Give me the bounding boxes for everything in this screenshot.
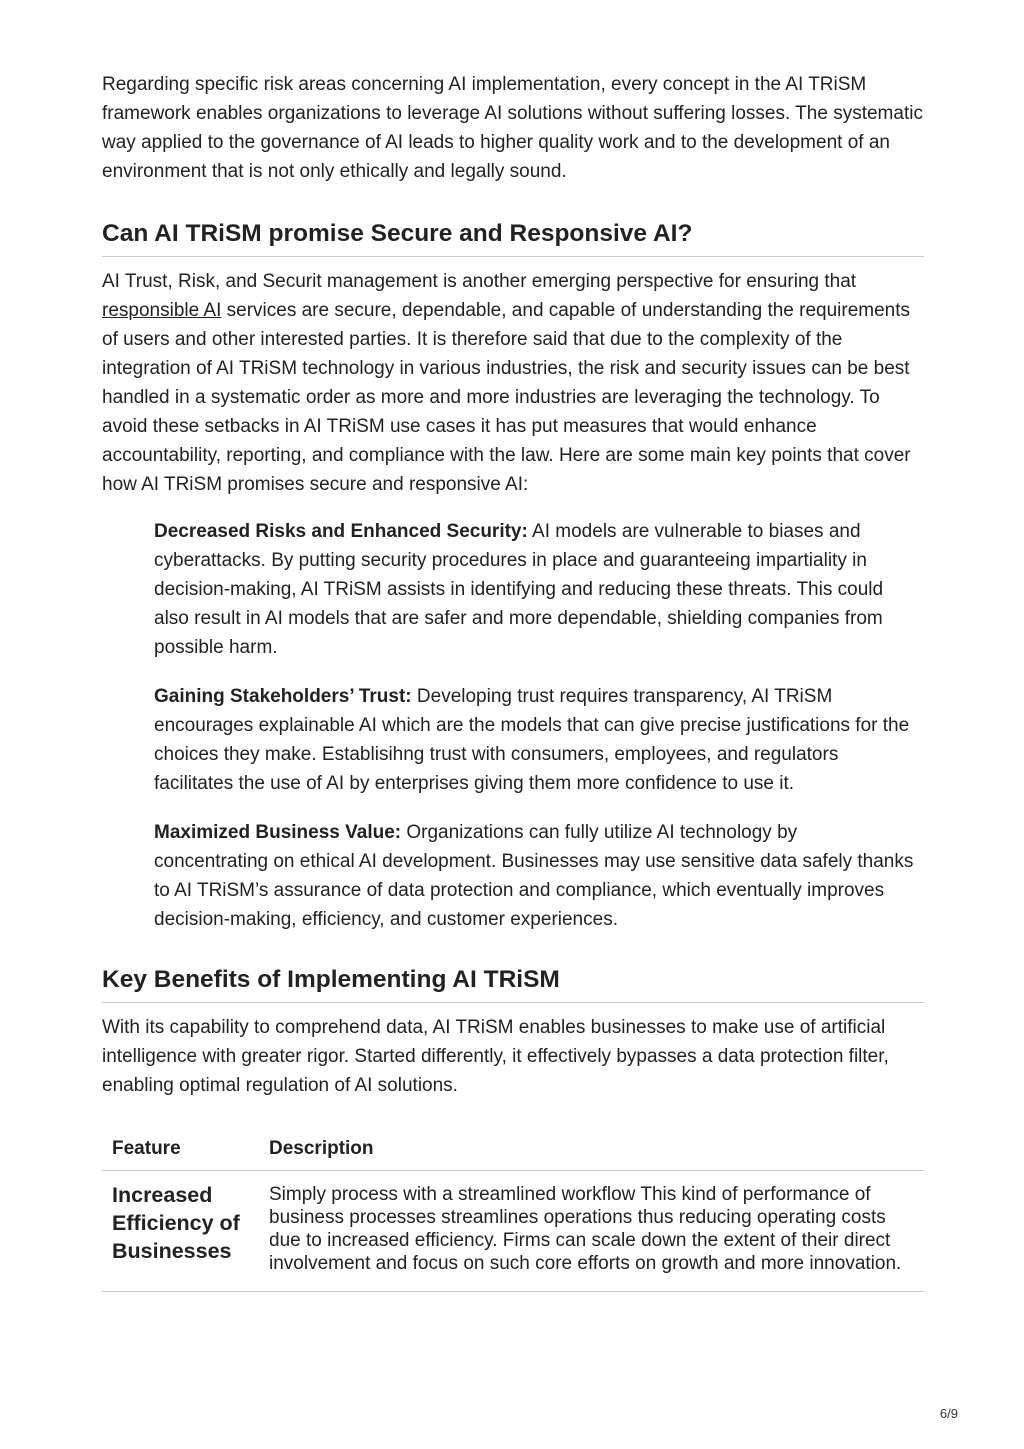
section-paragraph-key-benefits: With its capability to comprehend data, AI TRiSM enables businesses to make use of artificial intelligence with greater rigor. Started differently, it effectively bypasses a data protection filter, enabling optimal regulation of AI solutions. <box>102 1017 889 1096</box>
key-point-text: AI models are vulnerable to biases and cyberattacks. By putting security procedures in place and guaranteeing impartiality in decision-making, AI TRiSM assists in identifying and reducing these threats. This could also result in AI models that are safer and more dependable, shielding companies from possible harm. <box>154 521 884 658</box>
key-point-title: Gaining Stakeholders’ Trust: <box>154 686 412 707</box>
table-cell-description: Simply process with a streamlined workflow This kind of performance of business processes streamlines operations thus reducing operating costs due to increased efficiency. Firms can scale down the extent of their direct involvement and focus on such core efforts on growth and more innovation. <box>259 1171 924 1292</box>
key-point-item <box>154 682 916 798</box>
key-point-item <box>154 517 916 662</box>
key-point-text: Developing trust requires transparency, AI TRiSM encourages explainable AI which are the models that can give precise justifications for the choices they make. Establisihng trust with consumers, employees, and regulators facilitates the use of AI by enterprises giving them more confidence to use it. <box>154 686 910 794</box>
paragraph-text: services are secure, dependable, and capable of understanding the requirements of users and other interested parties. It is therefore said that due to the complexity of the integration of AI TRiSM technology in various industries, the risk and security issues can be best handled in a systematic order as more and more industries are leveraging the technology. To avoid these setbacks in AI TRiSM use cases it has put measures that would enhance accountability, reporting, and compliance with the law. Here are some main key points that cover how AI TRiSM promises secure and responsive AI: <box>102 300 911 495</box>
key-point-text: Organizations can fully utilize AI technology by concentrating on ethical AI development. Businesses may use sensitive data safely thanks to AI TRiSM’s assurance of data protection and compliance, which eventually improves decision-making, efficiency, and customer experiences. <box>154 822 914 930</box>
section-heading-key-benefits: Key Benefits of Implementing AI TRiSM <box>102 964 924 1003</box>
key-point-item <box>154 818 916 934</box>
section-paragraph-secure-ai <box>102 267 924 499</box>
intro-paragraph: Regarding specific risk areas concerning AI implementation, every concept in the AI TRiSM framework enables organizations to leverage AI solutions without suffering losses. The systematic way applied to the governance of AI leads to higher quality work and to the development of an environment that is not only ethically and legally sound. <box>102 74 923 182</box>
document-page <box>102 70 924 1292</box>
table-header-row <box>102 1132 924 1171</box>
key-point-title: Decreased Risks and Enhanced Security: <box>154 521 528 542</box>
page-number: 6/9 <box>939 1406 958 1421</box>
paragraph-text: AI Trust, Risk, and Securit management is another emerging perspective for ensuring that <box>102 271 857 292</box>
key-points-list <box>102 517 924 934</box>
table-row <box>102 1171 924 1292</box>
table-header-feature: Feature <box>102 1132 259 1171</box>
table-cell-feature: Increased Efficiency of Businesses <box>102 1171 259 1292</box>
responsible-ai-link[interactable]: responsible AI <box>102 300 222 321</box>
table-header-description: Description <box>259 1132 924 1171</box>
key-point-title: Maximized Business Value: <box>154 822 402 843</box>
benefits-table <box>102 1132 924 1292</box>
section-heading-secure-ai: Can AI TRiSM promise Secure and Responsive AI? <box>102 218 924 257</box>
